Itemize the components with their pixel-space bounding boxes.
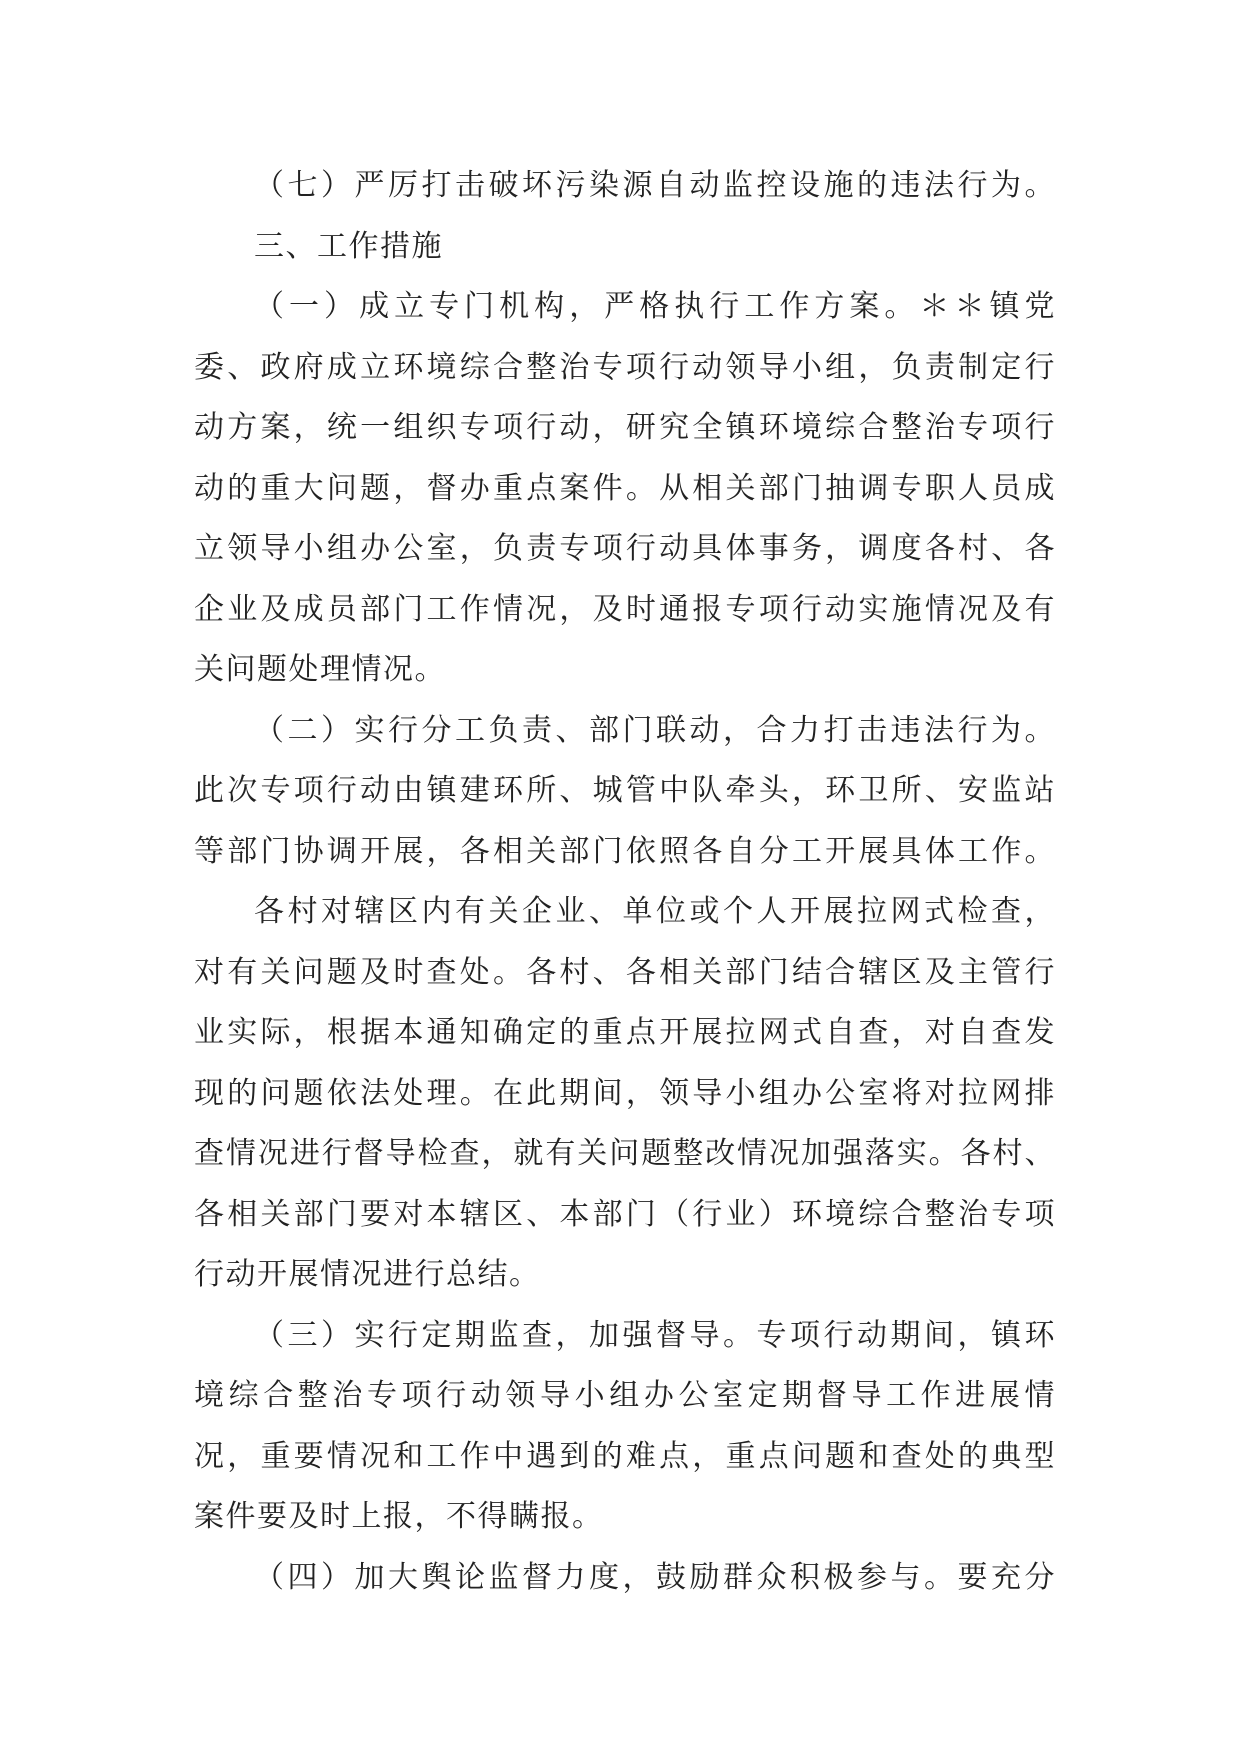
paragraph-measure-2-detail xyxy=(194,882,1056,1306)
section-title: 三、工作措施 xyxy=(254,228,443,264)
text-line: 况，重要情况和工作中遇到的难点，重点问题和查处的典型 xyxy=(194,1438,1056,1474)
text-line: （七）严厉打击破坏污染源自动监控设施的违法行为。 xyxy=(254,168,1056,203)
paragraph-item-7 xyxy=(194,156,1056,217)
text-line: （四）加大舆论监督力度，鼓励群众积极参与。要充分 xyxy=(254,1559,1056,1595)
text-line: 案件要及时上报，不得瞒报。 xyxy=(194,1499,604,1534)
text-line: 此次专项行动由镇建环所、城管中队牵头，环卫所、安监站 xyxy=(194,773,1056,808)
text-line: 境综合整治专项行动领导小组办公室定期督导工作进展情 xyxy=(194,1378,1056,1413)
text-line: 业实际，根据本通知确定的重点开展拉网式自查，对自查发 xyxy=(194,1015,1056,1050)
paragraph-measure-2 xyxy=(194,701,1056,883)
text-line: 行动开展情况进行总结。 xyxy=(194,1257,541,1292)
text-line: （一）成立专门机构，严格执行工作方案。＊＊镇党 xyxy=(254,289,1056,324)
text-line: 对有关问题及时查处。各村、各相关部门结合辖区及主管行 xyxy=(194,954,1056,990)
text-line: 立领导小组办公室，负责专项行动具体事务，调度各村、各 xyxy=(194,531,1056,566)
text-line: 动的重大问题，督办重点案件。从相关部门抽调专职人员成 xyxy=(194,470,1056,506)
text-line: 等部门协调开展，各相关部门依照各自分工开展具体工作。 xyxy=(194,833,1056,869)
paragraph-measure-3 xyxy=(194,1306,1056,1548)
section-heading xyxy=(194,217,1056,278)
text-line: 各村对辖区内有关企业、单位或个人开展拉网式检查， xyxy=(254,894,1056,929)
text-line: 关问题处理情况。 xyxy=(194,652,446,687)
text-line: （二）实行分工负责、部门联动，合力打击违法行为。 xyxy=(254,712,1056,748)
paragraph-measure-1 xyxy=(194,277,1056,701)
text-line: 现的问题依法处理。在此期间，领导小组办公室将对拉网排 xyxy=(194,1075,1056,1111)
document-body xyxy=(194,156,1056,1608)
paragraph-measure-4 xyxy=(194,1548,1056,1609)
text-line: （三）实行定期监查，加强督导。专项行动期间，镇环 xyxy=(254,1317,1056,1353)
text-line: 委、政府成立环境综合整治专项行动领导小组，负责制定行 xyxy=(194,349,1056,385)
text-line: 动方案，统一组织专项行动，研究全镇环境综合整治专项行 xyxy=(194,410,1056,445)
text-line: 查情况进行督导检查，就有关问题整改情况加强落实。各村、 xyxy=(194,1136,1056,1171)
text-line: 企业及成员部门工作情况，及时通报专项行动实施情况及有 xyxy=(194,591,1056,627)
text-line: 各相关部门要对本辖区、本部门（行业）环境综合整治专项 xyxy=(194,1196,1056,1232)
